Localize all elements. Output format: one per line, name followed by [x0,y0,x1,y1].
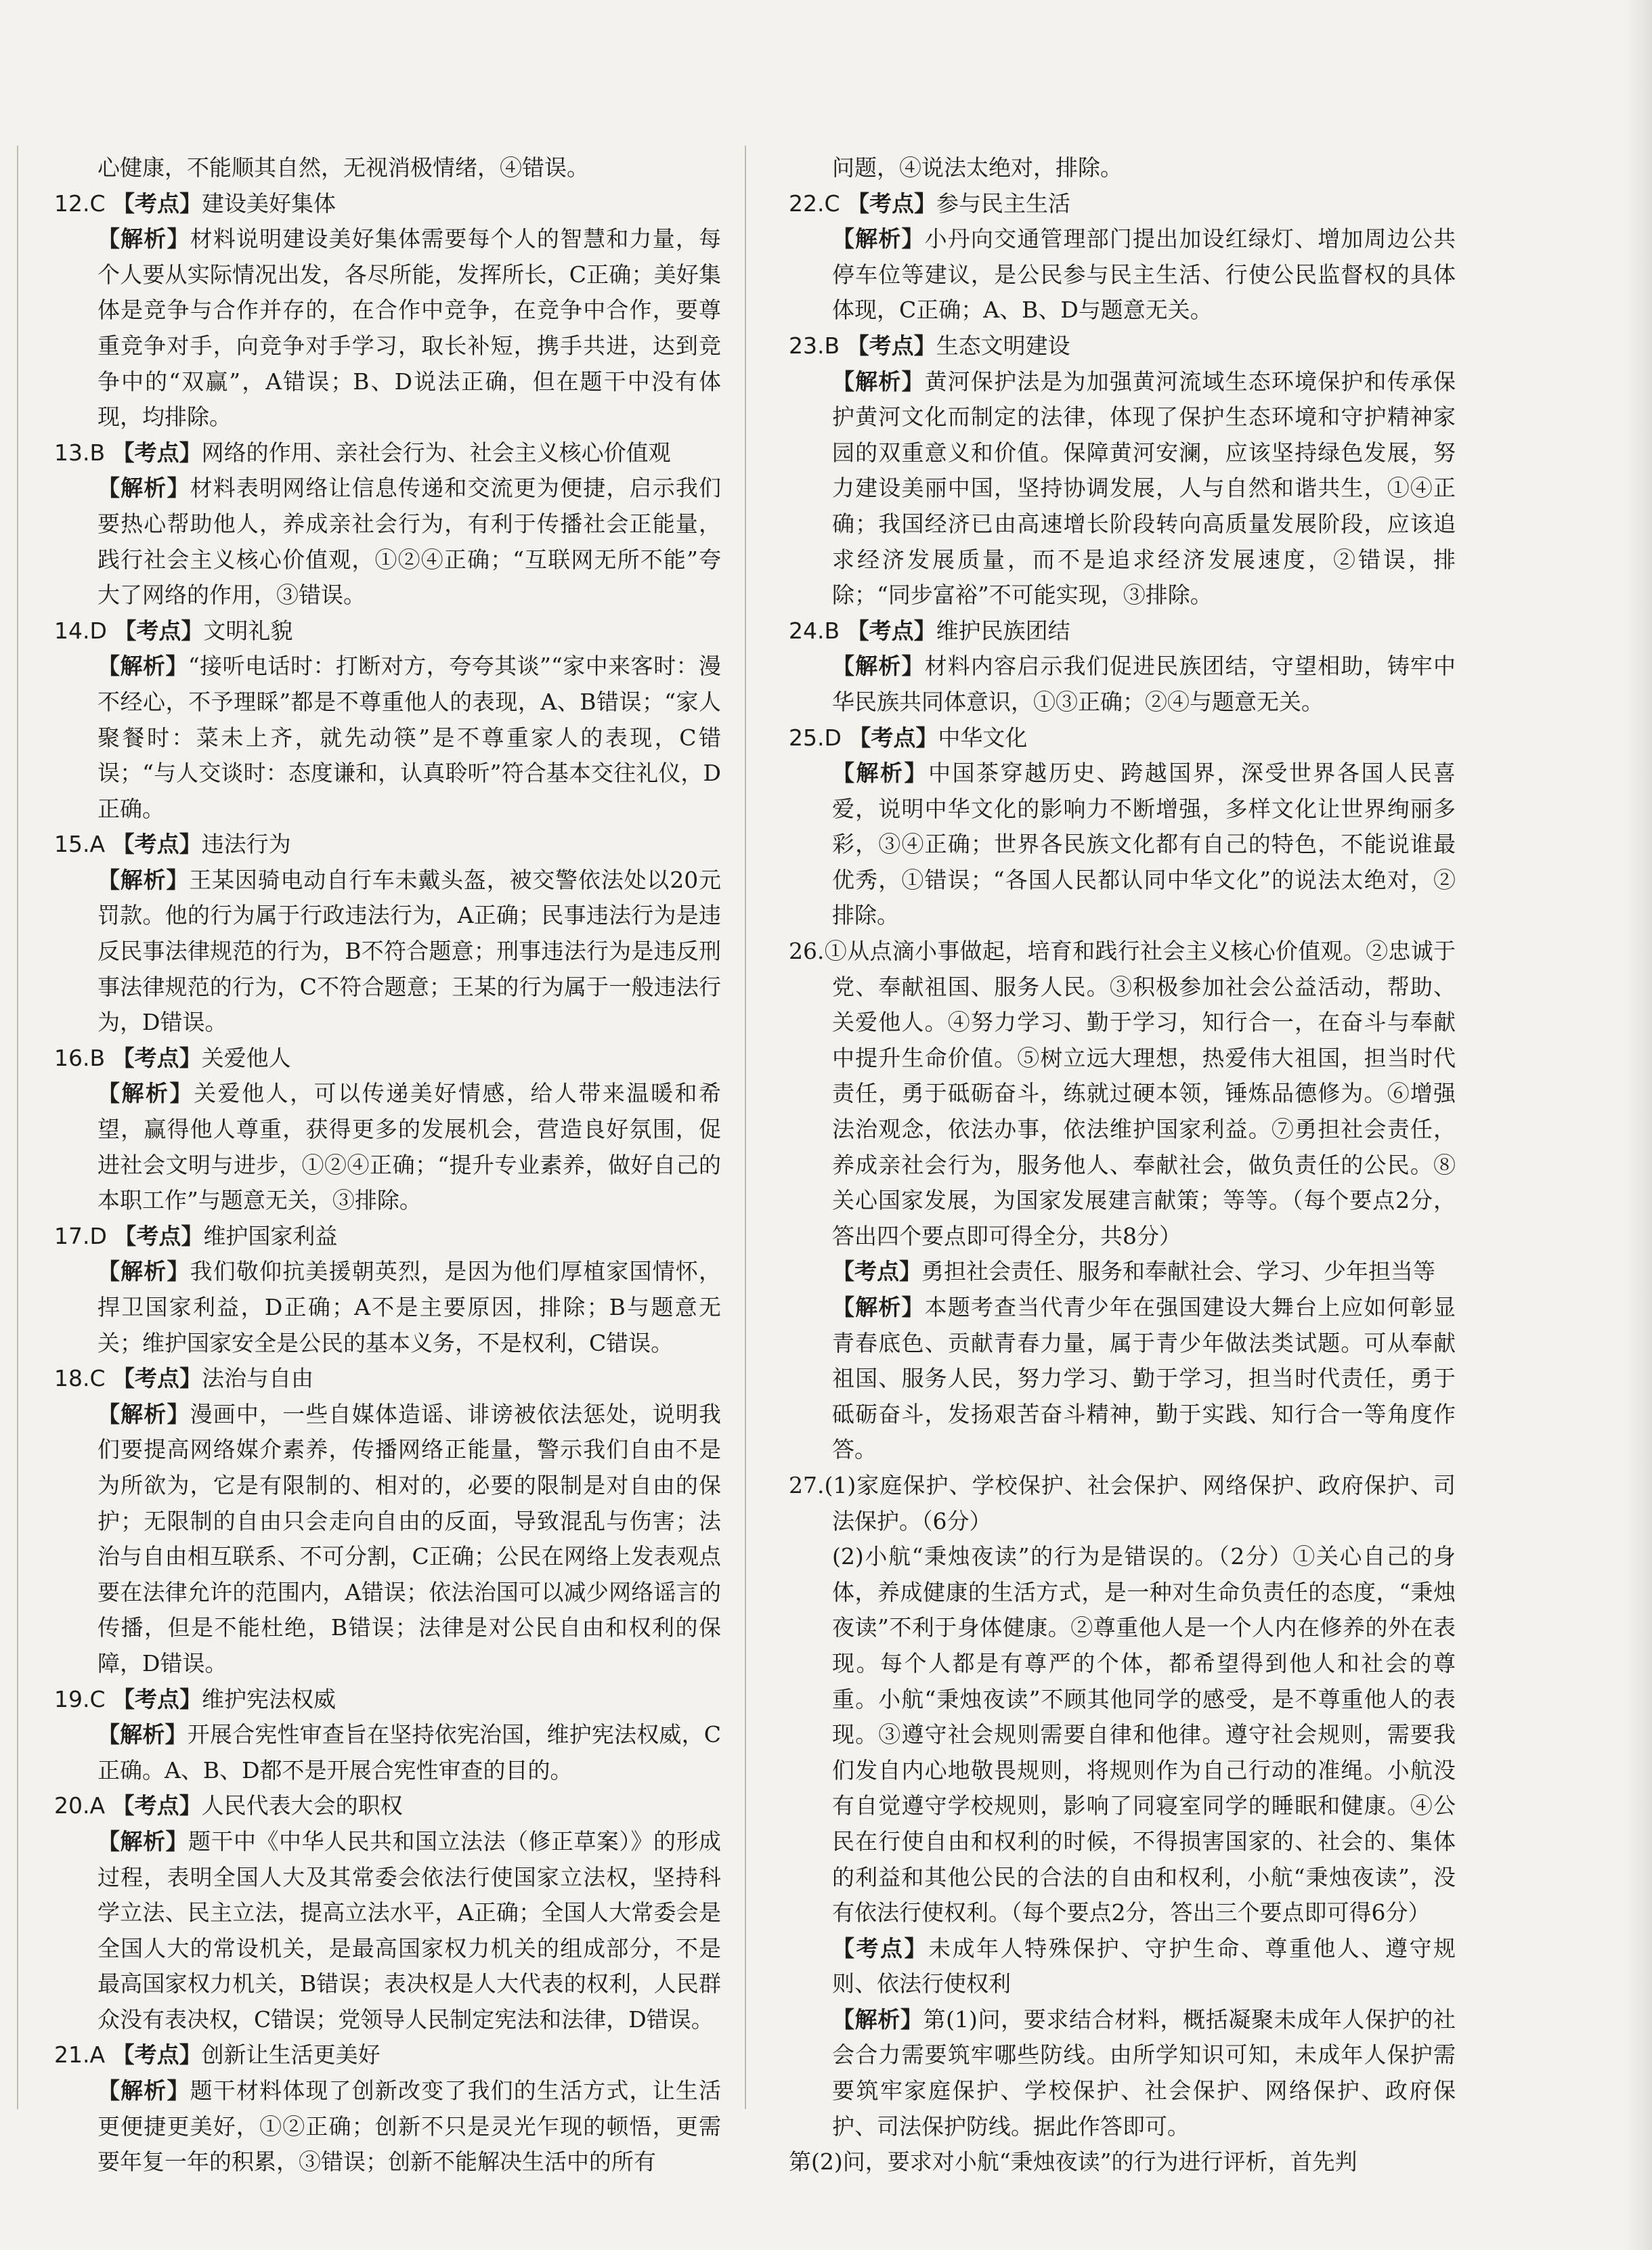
explanation-paragraph [789,2002,1456,2144]
section-text: 题干材料体现了创新改变了我们的生活方式，让生活更便捷更美好，①②正确；创新不只是灵光乍现的顿悟，更需要年复一年的积累，③错误；创新不能解决生活中的所有 [97,2077,722,2176]
section-tag: 【解析】 [97,1400,190,1427]
answer-number: 17.D [54,1222,107,1249]
sub-answer: (2)小航“秉烛夜读”的行为是错误的。（2分）①关心自己的身体，养成健康的生活方式，是一种对生命负责任的态度，“秉烛夜读”不利于身体健康。②尊重他人是一个人内在修养的外在表现。每个人都是有尊严的个体，都希望得到他人和社会的尊重。小航“秉烛夜读”不顾其他同学的感受，是不尊重他人的表现。③遵守社会规则需要自律和他律。遵守社会规则，需要我们发自内心地敬畏规则，将规则作为自己行动的准绳。小航没有自觉遵守学校规则，影响了同寝室同学的睡眠和健康。④公民在行使自由和权利的时候，不得损害国家的、社会的、集体的利益和其他公民的合法的自由和权利，小航“秉烛夜读”，没有依法行使权利。（每个要点2分，答出三个要点即可得6分） [832,1543,1456,1926]
continued-text: 问题，④说法太绝对，排除。 [832,154,1123,181]
section-text: 未成年人特殊保护、守护生命、尊重他人、遵守规则、依法行使权利 [832,1934,1456,1997]
topic-text: 维护民族团结 [936,617,1070,644]
explanation-paragraph [54,863,721,1041]
section-tag: 【解析】 [97,225,190,253]
section-tag: 【考点】 [832,1934,929,1962]
explanation-paragraph [54,221,721,435]
explanation-paragraph [54,1254,721,1361]
section-tag: 【解析】 [97,1721,188,1748]
topic-tag: 【考点】 [112,1792,202,1819]
answer-number: 25.D [789,724,842,751]
section-tag: 【解析】 [832,368,925,395]
section-tag: 【解析】 [97,653,188,680]
explanation-paragraph [54,1397,721,1682]
answer-number: 23.B [789,332,840,359]
section-text: 王某因骑电动自行车未戴头盔，被交警依法处以20元罚款。他的行为属于行政违法行为，A正确；民事违法行为是违反民事法律规范的行为，B不符合题意；刑事违法行为是违反刑事法律规范的行为，C不符合题意；王某的行为属于一般违法行为，D错误。 [97,866,721,1036]
topic-tag: 【考点】 [112,1685,202,1712]
section-text: 中国茶穿越历史、跨越国界，深受世界各国人民喜爱，说明中华文化的影响力不断增强，多样文化让世界绚丽多彩，③④正确；世界各民族文化都有自己的特色，不能说谁最优秀，①错误；“各国人民都认同中华文化”的说法太绝对，②排除。 [832,760,1456,929]
explanation-paragraph [789,1931,1456,2002]
answer-number: 12.C [54,190,106,217]
question-answer-line [54,2037,721,2073]
right-column [789,150,1456,2180]
section-tag: 【解析】 [832,653,925,680]
topic-tag: 【考点】 [112,1044,202,1071]
topic-text: 生态文明建设 [936,332,1070,359]
topic-tag: 【考点】 [848,724,938,751]
explanation-paragraph [54,1717,721,1788]
topic-tag: 【考点】 [112,1365,202,1392]
section-text: 漫画中，一些自媒体造谣、诽谤被依法惩处，说明我们要提高网络媒介素养，传播网络正能量，警示我们自由不是为所欲为，它是有限制的、相对的，必要的限制是对自由的保护；无限制的自由只会走向自由的反面，导致混乱与伤害；法治与自由相互联系、不可分割，C正确；公民在网络上发表观点要在法律允许的范围内，A错误；依法治国可以减少网络谣言的传播，但是不能杜绝，B错误；法律是对公民自由和权利的保障，D错误。 [97,1400,722,1676]
explanation-paragraph [789,364,1456,613]
section-text: 本题考查当代青少年在强国建设大舞台上应如何彰显青春底色、贡献青春力量，属于青少年做法类试题。可从奉献祖国、服务人民，努力学习、勤于学习，担当时代责任，勇于砥砺奋斗，发扬艰苦奋斗精神，勤于实践、知行合一等角度作答。 [832,1294,1456,1463]
section-tag: 【考点】 [832,1258,921,1285]
topic-tag: 【考点】 [112,831,202,858]
topic-text: 建设美好集体 [202,190,336,217]
topic-text: 创新让生活更美好 [201,2041,381,2069]
topic-tag: 【考点】 [846,617,936,644]
section-text: 第(1)问，要求结合材料，概括凝聚未成年人保护的社会合力需要筑牢哪些防线。由所学知识可知，未成年人保护需要筑牢家庭保护、学校保护、社会保护、网络保护、政府保护、司法保护防线。据此作答即可。 [832,2006,1456,2140]
question-answer-line [789,186,1456,222]
page-edge-shadow [1625,0,1652,2250]
section-tag: 【解析】 [97,2077,190,2104]
section-tag: 【解析】 [97,1080,194,1107]
question-answer-line [789,613,1456,649]
numbered-answer: 27.(1)家庭保护、学校保护、社会保护、网络保护、政府保护、司法保护。（6分） [789,1471,1456,1534]
explanation-paragraph [54,1076,721,1218]
answer-number: 16.B [54,1044,106,1071]
section-text: 题干中《中华人民共和国立法法（修正草案）》的形成过程，表明全国人大及其常委会依法行使国家立法权，坚持科学立法、民主立法，提高立法水平，A正确；全国人大常委会是全国人大的常设机关，是最高国家权力机关的组成部分，不是最高国家权力机关，B错误；表决权是人大代表的权利，人民群众没有表决权，C错误；党领导人民制定宪法和法律，D错误。 [97,1827,721,2033]
column-divider [745,146,746,2109]
answer-number: 18.C [54,1365,106,1392]
topic-tag: 【考点】 [114,1222,204,1249]
answer-number: 21.A [54,2041,106,2069]
question-answer-line [54,186,721,222]
answer-number: 20.A [54,1792,106,1819]
topic-text: 中华文化 [938,724,1028,751]
question-answer-line [54,1682,721,1718]
topic-text: 关爱他人 [201,1044,291,1071]
answer-number: 14.D [54,617,107,644]
continued-paragraph: 第(2)问，要求对小航“秉烛夜读”的行为进行评析，首先判 [789,2148,1357,2176]
section-tag: 【解析】 [832,1294,925,1320]
section-text: 小丹向交通管理部门提出加设红绿灯、增加周边公共停车位等建议，是公民参与民主生活、行使公民监督权的具体体现，C正确；A、B、D与题意无关。 [832,225,1456,324]
question-answer-line [54,1041,721,1077]
topic-tag: 【考点】 [112,190,202,217]
left-column [54,150,721,2180]
numbered-answer: 26.①从点滴小事做起，培育和践行社会主义核心价值观。②忠诚于党、奉献祖国、服务人民。③积极参加社会公益活动，帮助、关爱他人。④努力学习、勤于学习，知行合一，在奋斗与奉献中提升生命价值。⑤树立远大理想，热爱伟大祖国，担当时代责任，勇于砥砺奋斗，练就过硬本领，锤炼品德修为。⑥增强法治观念，依法办事，依法维护国家利益。⑦勇担社会责任，养成亲社会行为，服务他人、奉献社会，做负责任的公民。⑧关心国家发展，为国家发展建言献策；等等。（每个要点2分，答出四个要点即可得全分，共8分） [789,938,1456,1249]
topic-text: 人民代表大会的职权 [201,1792,403,1819]
question-answer-line [54,435,721,471]
section-tag: 【解析】 [832,2006,923,2033]
explanation-paragraph [789,1290,1456,1468]
explanation-paragraph [789,649,1456,720]
answer-number: 13.B [54,439,106,466]
section-tag: 【解析】 [832,225,925,253]
topic-tag: 【考点】 [114,617,204,644]
section-text: 材料内容启示我们促进民族团结，守望相助，铸牢中华民族共同体意识，①③正确；②④与题意无关。 [832,653,1456,715]
topic-tag: 【考点】 [847,190,937,217]
section-text: 勇担社会责任、服务和奉献社会、学习、少年担当等 [921,1258,1435,1285]
section-tag: 【解析】 [97,1827,188,1855]
question-answer-line [54,1219,721,1255]
explanation-paragraph [789,1254,1456,1290]
question-answer-line [54,827,721,863]
explanation-paragraph [54,471,721,613]
topic-text: 网络的作用、亲社会行为、社会主义核心价值观 [201,439,671,466]
topic-text: 维护宪法权威 [202,1685,336,1712]
section-text: 材料说明建设美好集体需要每个人的智慧和力量，每个人要从实际情况出发，各尽所能，发挥所长，C正确；美好集体是竞争与合作并存的，在合作中竞争，在竞争中合作，要尊重竞争对手，向竞争对手学习，取长补短，携手共进，达到竞争中的“双赢”，A错误；B、D说法正确，但在题干中没有体现，均排除。 [97,225,722,431]
question-answer-line [54,613,721,649]
answer-number: 24.B [789,617,840,644]
left-margin-rule [17,146,18,2109]
section-tag: 【解析】 [832,760,929,787]
topic-text: 参与民主生活 [936,190,1071,217]
question-answer-line [54,1788,721,1824]
topic-tag: 【考点】 [846,332,936,359]
section-text: “接听电话时：打断对方，夸夸其谈”“家中来客时：漫不经心，不予理睬”都是不尊重他人的表现，A、B错误；“家人聚餐时：菜未上齐，就先动筷”是不尊重家人的表现，C错误；“与人交谈时：态度谦和，认真聆听”符合基本交往礼仪，D正确。 [97,653,721,822]
explanation-paragraph [54,2073,721,2180]
explanation-paragraph [789,756,1456,934]
answer-number: 15.A [54,831,106,858]
topic-tag: 【考点】 [112,439,202,466]
section-tag: 【解析】 [97,866,190,893]
section-tag: 【解析】 [97,1258,190,1285]
topic-text: 违法行为 [201,831,291,858]
question-answer-line [54,1361,721,1397]
section-text: 开展合宪性审查旨在坚持依宪治国，维护宪法权威，C正确。A、B、D都不是开展合宪性审查的目的。 [97,1721,722,1783]
topic-text: 文明礼貌 [203,617,293,644]
section-text: 材料表明网络让信息传递和交流更为便捷，启示我们要热心帮助他人，养成亲社会行为，有利于传播社会正能量，践行社会主义核心价值观，①②④正确；“互联网无所不能”夸大了网络的作用，③错误。 [97,475,722,609]
topic-text: 法治与自由 [202,1365,314,1392]
section-text: 我们敬仰抗美援朝英烈，是因为他们厚植家国情怀，捍卫国家利益，D正确；A不是主要原因，排除；B与题意无关；维护国家安全是公民的基本义务，不是权利，C错误。 [97,1258,722,1356]
topic-tag: 【考点】 [112,2041,202,2069]
question-answer-line [789,328,1456,364]
section-text: 关爱他人，可以传递美好情感，给人带来温暖和希望，赢得他人尊重，获得更多的发展机会，营造良好氛围，促进社会文明与进步，①②④正确；“提升专业素养，做好自己的本职工作”与题意无关，③排除。 [97,1080,722,1214]
section-text: 黄河保护法是为加强黄河流域生态环境保护和传承保护黄河文化而制定的法律，体现了保护生态环境和守护精神家园的双重意义和价值。保障黄河安澜，应该坚持绿色发展，努力建设美丽中国，坚持协调发展，人与自然和谐共生，①④正确；我国经济已由高速增长阶段转向高质量发展阶段，应该追求经济发展质量，而不是追求经济发展速度，②错误，排除；“同步富裕”不可能实现，③排除。 [832,368,1456,609]
answer-number: 22.C [789,190,840,217]
continued-text: 心健康，不能顺其自然，无视消极情绪，④错误。 [97,154,589,181]
answer-number: 19.C [54,1685,106,1712]
section-tag: 【解析】 [97,475,190,502]
question-answer-line [789,720,1456,756]
explanation-paragraph [789,221,1456,328]
explanation-paragraph [54,649,721,827]
explanation-paragraph [54,1824,721,2038]
topic-text: 维护国家利益 [203,1222,338,1249]
